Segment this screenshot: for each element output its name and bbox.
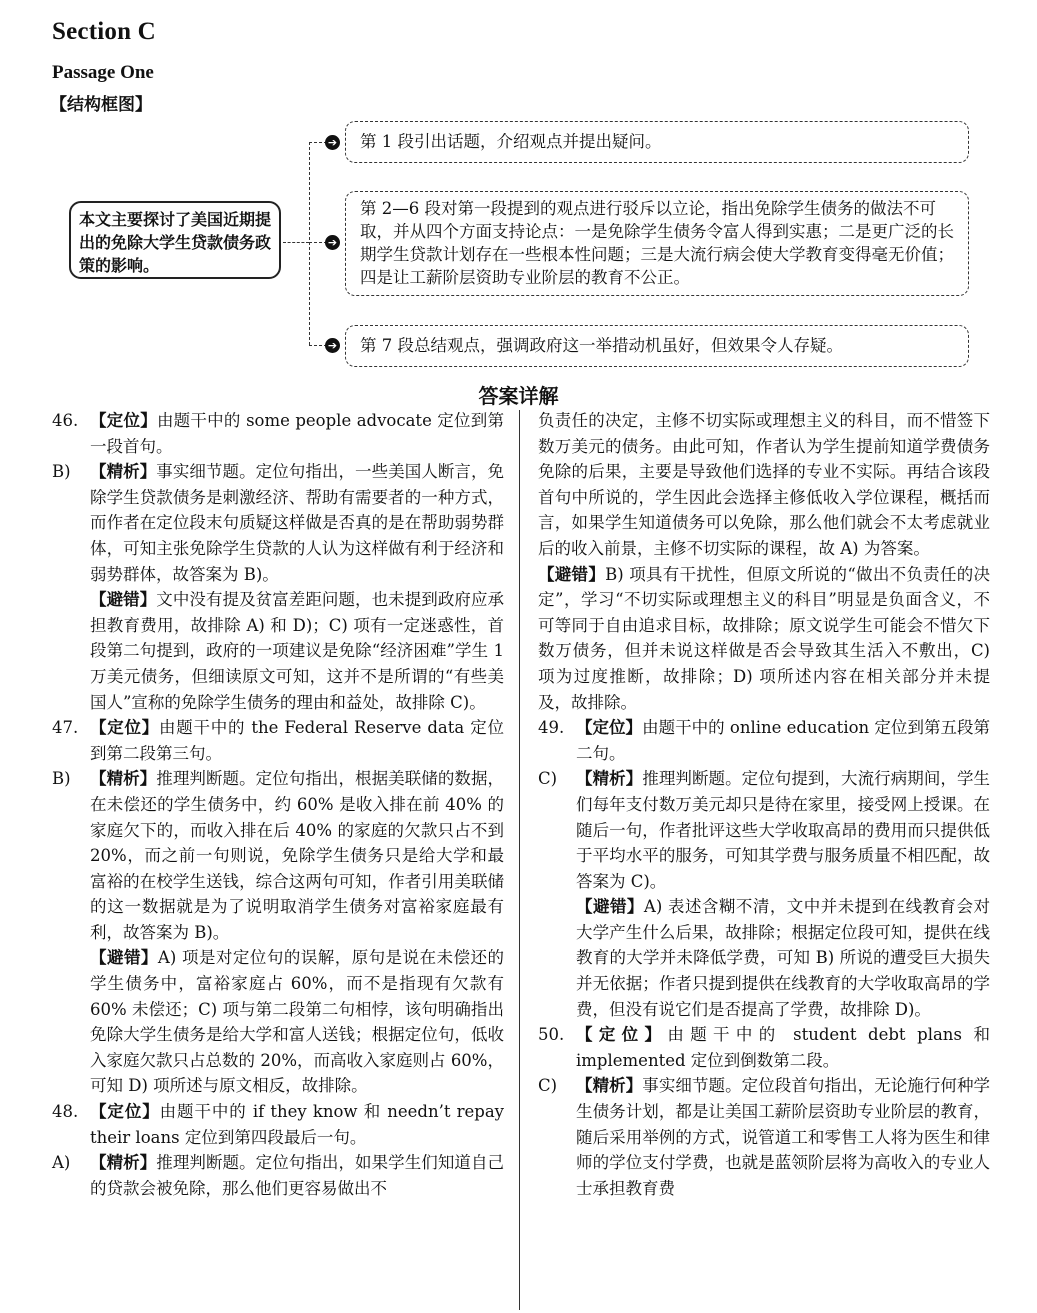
answer-item bbox=[538, 766, 990, 894]
item-tag: 【精析】 bbox=[90, 769, 157, 789]
branch-text-2: 第 2—6 段对第一段提到的观点进行驳斥以立论，指出免除学生债务的做法不可取，并从四个方面支持论点：一是免除学生债务令富人得到实惠；二是更广泛的长期学生贷款计划存在一些根本性问题；三是大流行病会使大学教育变得毫无价值；四是让工薪阶层资助专业阶层的教育不公正。 bbox=[360, 199, 954, 287]
answer-item bbox=[52, 1099, 504, 1150]
item-number: 48. bbox=[52, 1102, 79, 1122]
main-idea-box bbox=[69, 201, 281, 279]
answer-item bbox=[52, 945, 504, 1099]
item-text: 事实细节题。定位句指出，一些美国人断言，免除学生贷款债务是刺激经济、帮助有需要者的一种方式，而作者在定位段末句质疑这样做是否真的是在帮助弱势群体，可知主张免除学生贷款的人认为这样做有利于经济和弱势群体，故答案为 B)。 bbox=[90, 462, 504, 584]
item-tag: 【避错】 bbox=[538, 564, 606, 584]
item-text: A) 项是对定位句的误解，原句是说在未偿还的学生债务中，富裕家庭占 60%，而不是指现有欠款有 60% 未偿还；C) 项与第二段第二句相悖，该句明确指出免除大学生债务是给大学和富人送钱；根据定位句，低收入家庭欠款只占总数的 20%，而高收入家庭则占 60%，可知 D) 项所述与原文相反，故排除。 bbox=[90, 948, 505, 1096]
structure-label: 【结构框图】 bbox=[50, 95, 152, 115]
main-idea-text: 本文主要探讨了美国近期提出的免除大学生贷款债务政策的影响。 bbox=[79, 210, 272, 275]
branch-text-1: 第 1 段引出话题，介绍观点并提出疑问。 bbox=[360, 132, 662, 151]
item-text: B) 项具有干扰性，但原文所说的“做出不负责任的决定”，学习“不切实际或理想主义的科目”明显是负面含义，不可等同于自由追求目标，故排除；原文说学生可能会不惜欠下数万债务，但并未说这样做是否会导致其生活入不敷出，C) 项为过度推断，故排除；D) 项所述内容在相关部分并未提及，故排除。 bbox=[538, 564, 991, 712]
arrow-right-icon: ➔ bbox=[325, 135, 340, 150]
item-tag: 【精析】 bbox=[90, 1153, 157, 1173]
arrow-right-icon: ➔ bbox=[325, 235, 340, 250]
branch-text-3: 第 7 段总结观点，强调政府这一举措动机虽好，但效果令人存疑。 bbox=[360, 336, 843, 355]
item-number: B) bbox=[52, 769, 71, 789]
item-tag: 【定位】 bbox=[576, 718, 643, 738]
answer-item bbox=[52, 715, 504, 766]
answer-item bbox=[52, 587, 504, 715]
item-number: 46. bbox=[52, 411, 79, 430]
item-number: 47. bbox=[52, 718, 79, 738]
answers-right-column bbox=[538, 408, 990, 1201]
answer-item bbox=[52, 459, 504, 587]
item-tag: 【定位】 bbox=[90, 411, 157, 430]
item-tag: 【避错】 bbox=[90, 590, 157, 610]
answer-item bbox=[538, 894, 990, 1022]
item-text: 由题干中的 some people advocate 定位到第一段首句。 bbox=[90, 411, 504, 456]
column-divider bbox=[519, 410, 520, 1310]
item-text: 由题干中的 student debt plans 和 implemented 定位到倒数第二段。 bbox=[576, 1025, 990, 1070]
answer-item bbox=[538, 1022, 990, 1073]
item-tag: 【精析】 bbox=[90, 462, 157, 482]
answer-item bbox=[52, 408, 504, 459]
answer-item bbox=[538, 1073, 990, 1201]
item-text: 由题干中的 the Federal Reserve data 定位到第二段第三句。 bbox=[90, 718, 504, 763]
item-text: 文中没有提及贫富差距问题，也未提到政府应承担教育费用，故排除 A) 和 D)；C) 项有一定迷惑性，首段第二句提到，政府的一项建议是免除“经济困难”学生 1 万美元债务，但细读原文可知，这并不是所谓的“有些美国人”宣称的免除学生债务的理由和益处，故排除 C)。 bbox=[90, 590, 504, 712]
item-text: 由题干中的 online education 定位到第五段第二句。 bbox=[576, 718, 990, 763]
branch-box-1 bbox=[345, 121, 969, 163]
answers-left-column bbox=[52, 408, 504, 1201]
branch-box-3 bbox=[345, 325, 969, 367]
answer-item bbox=[52, 1150, 504, 1201]
answers-title: 答案详解 bbox=[478, 384, 559, 408]
item-tag: 【定位】 bbox=[576, 1025, 668, 1045]
item-tag: 【避错】 bbox=[576, 897, 644, 917]
item-text: 推理判断题。定位句指出，如果学生们知道自己的贷款会被免除，那么他们更容易做出不 bbox=[90, 1153, 504, 1198]
branch-box-2 bbox=[345, 191, 969, 296]
item-number: A) bbox=[52, 1153, 71, 1173]
item-text: A) 表述含糊不清，文中并未提到在线教育会对大学产生什么后果，故排除；根据定位段可知，提供在线教育的大学并未降低学费，可知 B) 所说的遭受巨大损失并无依据；作者只提到提供在线教育的大学收取高昂的学费，但没有说它们是否提高了学费，故排除 D)。 bbox=[576, 897, 991, 1019]
item-number: B) bbox=[52, 462, 71, 482]
answer-item bbox=[52, 766, 504, 945]
connector-vertical bbox=[309, 142, 310, 345]
answer-item bbox=[538, 408, 990, 562]
item-number: 50. bbox=[538, 1025, 565, 1045]
connector-main bbox=[283, 242, 309, 243]
item-number: C) bbox=[538, 1076, 558, 1096]
passage-title: Passage One bbox=[52, 62, 154, 83]
answer-item bbox=[538, 715, 990, 766]
item-text: 由题干中的 if they know 和 needn’t repay their loans 定位到第四段最后一句。 bbox=[90, 1102, 504, 1147]
item-text: 负责任的决定，主修不切实际或理想主义的科目，而不惜签下数万美元的债务。由此可知，作者认为学生提前知道学费债务免除的后果，主要是导致他们选择的专业不实际。再结合该段首句中所说的，学生因此会选择主修低收入学位课程，概括而言，如果学生知道债务可以免除，那么他们就会不太考虑就业后的收入前景，主修不切实际的课程，故 A) 为答案。 bbox=[538, 411, 990, 558]
item-number: 49. bbox=[538, 718, 565, 738]
item-tag: 【定位】 bbox=[90, 718, 160, 738]
item-number: C) bbox=[538, 769, 558, 789]
arrow-right-icon: ➔ bbox=[325, 338, 340, 353]
answer-item bbox=[538, 562, 990, 716]
item-text: 事实细节题。定位段首句指出，无论施行何种学生债务计划，都是让美国工薪阶层资助专业阶层的教育，随后采用举例的方式，说管道工和零售工人将为医生和律师的学位支付学费，也就是蓝领阶层将为高收入的专业人士承担教育费 bbox=[576, 1076, 990, 1198]
item-tag: 【避错】 bbox=[90, 948, 158, 968]
section-title: Section C bbox=[52, 18, 156, 45]
item-text: 推理判断题。定位句指出，根据美联储的数据，在未偿还的学生债务中，约 60% 是收入排在前 40% 的家庭欠下的，而收入排在后 40% 的家庭的欠款只占不到 20%，而之前一句则说，免除学生债务只是给大学和最富裕的在校学生送钱，综合这两句可知，作者引用美联储的这一数据就是为了说明取消学生债务对富裕家庭最有利，故答案为 B)。 bbox=[90, 769, 504, 942]
item-text: 推理判断题。定位句提到，大流行病期间，学生们每年支付数万美元却只是待在家里，接受网上授课。在随后一句，作者批评这些大学收取高昂的费用而只提供低于平均水平的服务，可知其学费与服务质量不相匹配，故答案为 C)。 bbox=[576, 769, 990, 891]
item-tag: 【精析】 bbox=[576, 769, 643, 789]
item-tag: 【定位】 bbox=[90, 1102, 160, 1122]
item-tag: 【精析】 bbox=[576, 1076, 643, 1096]
